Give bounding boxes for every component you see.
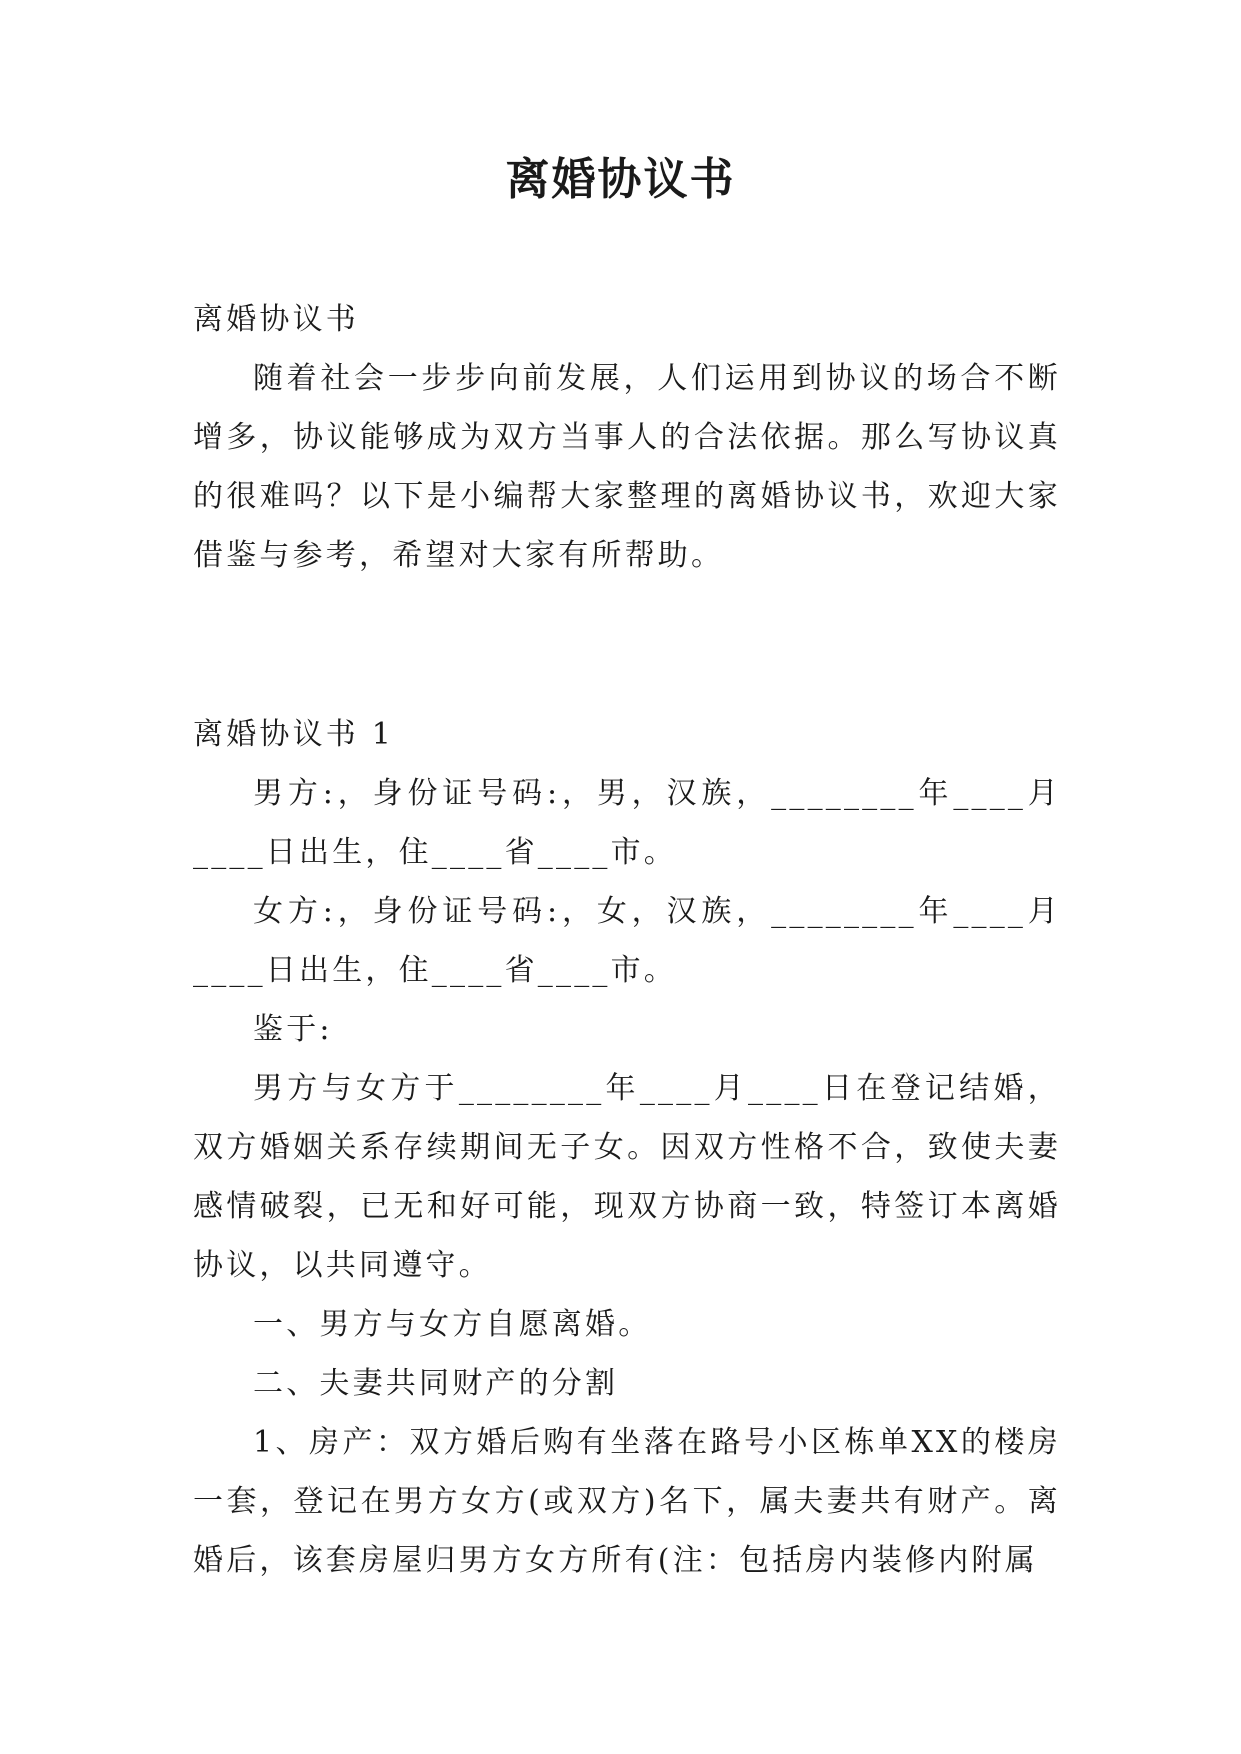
section-heading-intro: 离婚协议书 xyxy=(193,302,359,337)
husband-info-paragraph: 男方:，身份证号码:，男，汉族，________年____月____日出生，住____省____市。 xyxy=(193,776,1061,870)
wife-info-paragraph: 女方:，身份证号码:，女，汉族，________年____月____日出生，住____省____市。 xyxy=(193,894,1061,988)
document-title: 离婚协议书 xyxy=(505,154,736,205)
intro-paragraph: 随着社会一步步向前发展，人们运用到协议的场合不断增多，协议能够成为双方当事人的合法依据。那么写协议真的很难吗？以下是小编帮大家整理的离婚协议书，欢迎大家借鉴与参考，希望对大家有所帮助。 xyxy=(193,361,1061,573)
clause-2-heading: 二、夫妻共同财产的分割 xyxy=(253,1366,619,1401)
document-body xyxy=(193,290,1061,1590)
section-heading-agreement-1: 离婚协议书 1 xyxy=(193,717,395,752)
whereas-label: 鉴于: xyxy=(253,1012,333,1047)
clause-2-item-1-property: 1、房产：双方婚后购有坐落在路号小区栋单XX的楼房一套，登记在男方女方(或双方)名下，属夫妻共有财产。离婚后，该套房屋归男方女方所有(注：包括房内装修内附属 xyxy=(193,1425,1061,1578)
marriage-background-paragraph: 男方与女方于________年____月____日在登记结婚，双方婚姻关系存续期间无子女。因双方性格不合，致使夫妻感情破裂，已无和好可能，现双方协商一致，特签订本离婚协议，以共同遵守。 xyxy=(193,1071,1061,1283)
spacer xyxy=(193,585,1061,705)
clause-1: 一、男方与女方自愿离婚。 xyxy=(253,1307,652,1342)
